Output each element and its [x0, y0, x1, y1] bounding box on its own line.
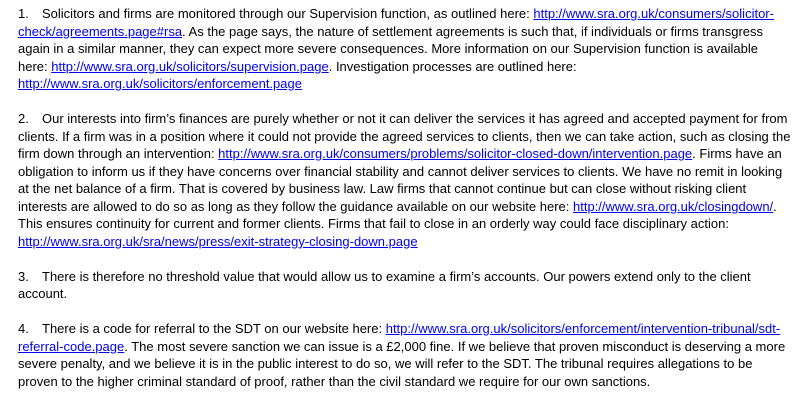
- url-link[interactable]: http://www.sra.org.uk/sra/news/press/exit-strategy-closing-down.page: [18, 233, 418, 249]
- paragraph-number: 1.: [18, 6, 29, 21]
- paragraph-text: . The most severe sanction we can issue is a £2,000 fine. If we believe that proven misconduct is deserving a more severe penalty, and we believe it is in the public interest to do so, we will refer to the SDT. The tribunal requires allegations to be proven to the higher criminal standard of proof, rather than the civil standard we require for our own sanctions.: [18, 338, 786, 389]
- paragraph-number: 3.: [18, 268, 29, 284]
- paragraph-text: Solicitors and firms are monitored through our Supervision function, as outlined here:: [42, 6, 534, 21]
- paragraph-number: 2.: [18, 111, 29, 126]
- url-link[interactable]: http://www.sra.org.uk/consumers/solicitor-check/agreements.page#rsa: [18, 6, 774, 39]
- url-link[interactable]: http://www.sra.org.uk/consumers/problems/solicitor-closed-down/intervention.page: [218, 146, 693, 161]
- paragraph-text: . This ensures continuity for current and former clients. Firms that fail to close in an orderly way could face disciplinary action:: [18, 198, 777, 231]
- paragraph-text: There is a code for referral to the SDT on our website here:: [42, 321, 386, 336]
- numbered-paragraph: [18, 268, 791, 303]
- numbered-paragraph: [18, 320, 791, 390]
- paragraph-text: Our interests into firm’s finances are purely whether or not it can deliver the services it has agreed and accepted payment for from clients. If a firm was in a position where it could not provide the agreed services to clients, then we can take action, such as closing the firm down through an intervention:: [18, 111, 791, 161]
- url-link[interactable]: http://www.sra.org.uk/closingdown/: [573, 198, 774, 214]
- paragraph-text: . Investigation processes are outlined here:: [328, 58, 577, 74]
- paragraph-number: 4.: [18, 321, 29, 336]
- numbered-paragraph: [18, 5, 791, 93]
- numbered-paragraph: [18, 110, 791, 250]
- url-link[interactable]: http://www.sra.org.uk/solicitors/enforcement.page: [18, 76, 302, 91]
- paragraph-text: There is therefore no threshold value that would allow us to examine a firm’s accounts. Our powers extend only to the client account.: [18, 268, 751, 301]
- paragraph-text: . Firms have an obligation to inform us if they have concerns over financial stability and cannot deliver services to clients. We have no remit in looking at the net balance of a firm. That is covered by business law. Law firms that cannot continue but can close without risking client interests are allowed to do so as long as they follow the guidance available on our website here:: [18, 146, 783, 214]
- url-link[interactable]: http://www.sra.org.uk/solicitors/supervision.page: [51, 58, 329, 74]
- paragraph-text: . As the page says, the nature of settlement agreements is such that, if individuals or firms transgress again in a similar manner, they can expect more severe consequences. More information on our Supervision function is available here:: [18, 23, 763, 74]
- url-link[interactable]: http://www.sra.org.uk/solicitors/enforcement/intervention-tribunal/sdt-referral-code.page: [18, 321, 781, 354]
